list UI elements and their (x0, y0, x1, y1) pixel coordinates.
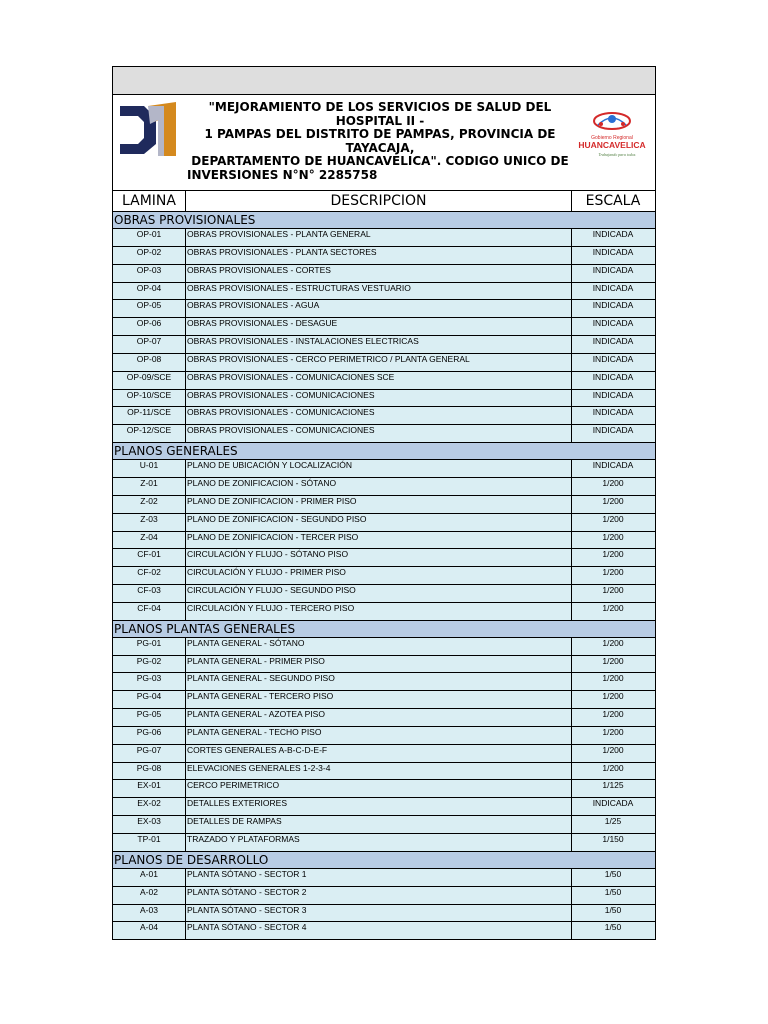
column-descripcion: DESCRIPCION (185, 191, 572, 211)
lamina-cell: A-02 (140, 886, 158, 897)
descripcion-cell: PLANTA GENERAL - AZOTEA PISO (185, 709, 572, 726)
table-row (113, 300, 655, 318)
escala-cell: 1/200 (602, 602, 624, 613)
table-row (113, 229, 655, 247)
table-row (113, 691, 655, 709)
table-row (113, 869, 655, 887)
lamina-cell: OP-04 (136, 282, 162, 293)
descripcion-cell: PLANTA SÓTANO - SECTOR 4 (185, 922, 572, 939)
escala-cell: 1/50 (604, 904, 622, 915)
descripcion-cell: OBRAS PROVISIONALES - COMUNICACIONES (185, 407, 572, 424)
descripcion-cell: PLANO DE ZONIFICACION - SEGUNDO PISO (185, 514, 572, 531)
lamina-cell: PG-04 (136, 691, 162, 702)
escala-cell: INDICADA (592, 353, 634, 364)
table-row (113, 478, 655, 496)
descripcion-cell: CIRCULACIÓN Y FLUJO - SEGUNDO PISO (185, 585, 572, 602)
table-row (113, 745, 655, 763)
lamina-cell: EX-01 (137, 780, 161, 791)
lamina-cell: A-03 (140, 904, 158, 915)
descripcion-cell: DETALLES EXTERIORES (185, 798, 572, 815)
escala-cell: INDICADA (592, 336, 634, 347)
escala-cell: INDICADA (592, 246, 634, 257)
lamina-cell: EX-02 (137, 798, 161, 809)
logo-line2: HUANCAVELICA (578, 140, 646, 150)
table-row (113, 354, 655, 372)
descripcion-cell: CIRCULACIÓN Y FLUJO - PRIMER PISO (185, 567, 572, 584)
table-row (113, 549, 655, 567)
table-row (113, 336, 655, 354)
table-row (113, 780, 655, 798)
escala-cell: 1/200 (602, 495, 624, 506)
table-row (113, 763, 655, 781)
table-row (113, 709, 655, 727)
table-body (113, 212, 655, 940)
column-header-row (113, 190, 655, 212)
table-row (113, 407, 655, 425)
lamina-cell: OP-07 (136, 336, 162, 347)
descripcion-cell: OBRAS PROVISIONALES - PLANTA SECTORES (185, 247, 572, 264)
title-line-3: DEPARTAMENTO DE HUANCAVELICA". CODIGO UNICO DE (191, 154, 569, 168)
escala-cell: 1/200 (602, 691, 624, 702)
table-row (113, 905, 655, 923)
table-row (113, 318, 655, 336)
escala-cell: 1/200 (602, 549, 624, 560)
lamina-cell: PG-05 (136, 709, 162, 720)
title-line-2: 1 PAMPAS DEL DISTRITO DE PAMPAS, PROVINCIA DE TAYACAJA, (204, 127, 556, 155)
escala-cell: 1/50 (604, 922, 622, 933)
lamina-cell: PG-06 (136, 726, 162, 737)
table-row (113, 283, 655, 301)
escala-cell: 1/200 (602, 744, 624, 755)
escala-cell: INDICADA (592, 318, 634, 329)
lamina-cell: Z-02 (140, 495, 158, 506)
descripcion-cell: OBRAS PROVISIONALES - ESTRUCTURAS VESTUARIO (185, 283, 572, 300)
escala-cell: INDICADA (592, 300, 634, 311)
escala-cell: INDICADA (592, 282, 634, 293)
escala-cell: INDICADA (592, 371, 634, 382)
table-row (113, 372, 655, 390)
table-row (113, 638, 655, 656)
table-row (113, 816, 655, 834)
lamina-cell: OP-05 (136, 300, 162, 311)
gobierno-regional-logo-icon (573, 107, 651, 161)
escala-cell: INDICADA (592, 425, 634, 436)
column-escala: ESCALA (585, 193, 641, 209)
descripcion-cell: TRAZADO Y PLATAFORMAS (185, 834, 572, 851)
escala-cell: 1/150 (602, 834, 624, 844)
lamina-cell: CF-03 (137, 585, 161, 596)
lamina-cell: CF-01 (137, 549, 161, 560)
table-row (113, 460, 655, 478)
lamina-cell: CF-04 (137, 602, 161, 613)
lamina-cell: PG-08 (136, 762, 162, 773)
descripcion-cell: CERCO PERIMETRICO (185, 780, 572, 797)
table-row (113, 585, 655, 603)
lamina-cell: TP-01 (137, 834, 161, 844)
descripcion-cell: PLANTA GENERAL - SEGUNDO PISO (185, 673, 572, 690)
lamina-cell: PG-03 (136, 673, 162, 684)
section-header: PLANOS DE DESARROLLO (113, 852, 655, 869)
lamina-cell: OP-09/SCE (126, 371, 172, 382)
escala-cell: INDICADA (592, 798, 634, 809)
section-header: PLANOS PLANTAS GENERALES (113, 621, 655, 638)
lamina-cell: PG-02 (136, 655, 162, 666)
logo-tagline: Trabajando para todos (598, 152, 636, 157)
descripcion-cell: OBRAS PROVISIONALES - COMUNICACIONES SCE (185, 372, 572, 389)
lamina-cell: OP-12/SCE (126, 425, 172, 436)
descripcion-cell: PLANTA GENERAL - SÓTANO (185, 638, 572, 655)
descripcion-cell: PLANO DE ZONIFICACION - SÓTANO (185, 478, 572, 495)
descripcion-cell: OBRAS PROVISIONALES - INSTALACIONES ELECTRICAS (185, 336, 572, 353)
lamina-cell: A-01 (140, 868, 158, 879)
table-row (113, 798, 655, 816)
lamina-cell: OP-01 (136, 229, 162, 239)
descripcion-cell: PLANTA GENERAL - PRIMER PISO (185, 656, 572, 673)
section-header: PLANOS GENERALES (113, 443, 655, 460)
descripcion-cell: PLANTA SÓTANO - SECTOR 3 (185, 905, 572, 922)
descripcion-cell: DETALLES DE RAMPAS (185, 816, 572, 833)
escala-cell: 1/200 (602, 477, 624, 488)
descripcion-cell: ELEVACIONES GENERALES 1-2-3-4 (185, 763, 572, 780)
title-line-1: "MEJORAMIENTO DE LOS SERVICIOS DE SALUD DEL HOSPITAL II - (208, 100, 552, 128)
descripcion-cell: OBRAS PROVISIONALES - CORTES (185, 265, 572, 282)
document-header (113, 95, 655, 190)
escala-cell: 1/200 (602, 585, 624, 596)
table-row (113, 656, 655, 674)
escala-cell: 1/25 (604, 816, 622, 827)
escala-cell: INDICADA (592, 389, 634, 400)
lamina-cell: OP-03 (136, 264, 162, 275)
table-row (113, 514, 655, 532)
escala-cell: 1/125 (602, 780, 624, 791)
table-row (113, 567, 655, 585)
project-title (187, 101, 573, 182)
escala-cell: 1/50 (604, 868, 622, 879)
company-logo-icon (118, 100, 180, 158)
table-row (113, 673, 655, 691)
escala-cell: 1/200 (602, 726, 624, 737)
logo-line1: Gobierno Regional (591, 135, 633, 141)
escala-cell: 1/200 (602, 531, 624, 542)
descripcion-cell: PLANO DE UBICACIÓN Y LOCALIZACIÓN (185, 460, 572, 477)
lamina-cell: PG-07 (136, 744, 162, 755)
lamina-cell: OP-08 (136, 353, 162, 364)
table-row (113, 834, 655, 852)
escala-cell: 1/200 (602, 709, 624, 720)
lamina-cell: OP-11/SCE (127, 407, 171, 418)
escala-cell: INDICADA (592, 264, 634, 275)
lamina-cell: PG-01 (136, 637, 162, 648)
descripcion-cell: PLANO DE ZONIFICACION - PRIMER PISO (185, 496, 572, 513)
lamina-cell: Z-01 (140, 477, 158, 488)
descripcion-cell: PLANTA GENERAL - TERCERO PISO (185, 691, 572, 708)
table-row (113, 603, 655, 621)
lamina-cell: CF-02 (137, 567, 161, 578)
escala-cell: 1/200 (602, 673, 624, 684)
table-row (113, 922, 655, 940)
table-row (113, 390, 655, 408)
section-header: OBRAS PROVISIONALES (113, 212, 655, 229)
escala-cell: 1/200 (602, 762, 624, 773)
lamina-cell: OP-06 (136, 318, 162, 329)
table-row (113, 496, 655, 514)
descripcion-cell: OBRAS PROVISIONALES - CERCO PERIMETRICO / PLANTA GENERAL (185, 354, 572, 371)
drawing-index-sheet (112, 66, 656, 940)
table-row (113, 265, 655, 283)
escala-cell: 1/200 (602, 655, 624, 666)
escala-cell: INDICADA (592, 460, 634, 471)
lamina-cell: A-04 (140, 922, 158, 933)
lamina-cell: U-01 (139, 460, 159, 471)
lamina-cell: EX-03 (137, 816, 161, 827)
descripcion-cell: CORTES GENERALES A-B-C-D-E-F (185, 745, 572, 762)
lamina-cell: Z-03 (140, 513, 158, 524)
descripcion-cell: PLANTA SÓTANO - SECTOR 2 (185, 887, 572, 904)
table-row (113, 247, 655, 265)
escala-cell: 1/200 (602, 637, 624, 648)
descripcion-cell: PLANO DE ZONIFICACION - TERCER PISO (185, 532, 572, 549)
table-row (113, 425, 655, 443)
table-row (113, 727, 655, 745)
title-line-4: INVERSIONES N°N° 2285758 (187, 167, 378, 182)
lamina-cell: Z-04 (140, 531, 158, 542)
table-row (113, 532, 655, 550)
descripcion-cell: OBRAS PROVISIONALES - COMUNICACIONES (185, 390, 572, 407)
descripcion-cell: PLANTA SÓTANO - SECTOR 1 (185, 869, 572, 886)
descripcion-cell: OBRAS PROVISIONALES - COMUNICACIONES (185, 425, 572, 442)
top-bar (113, 67, 655, 95)
lamina-cell: OP-10/SCE (126, 389, 172, 400)
descripcion-cell: PLANTA GENERAL - TECHO PISO (185, 727, 572, 744)
escala-cell: INDICADA (592, 407, 634, 418)
descripcion-cell: OBRAS PROVISIONALES - PLANTA GENERAL (185, 229, 572, 246)
descripcion-cell: CIRCULACIÓN Y FLUJO - TERCERO PISO (185, 603, 572, 620)
escala-cell: 1/200 (602, 513, 624, 524)
escala-cell: 1/200 (602, 567, 624, 578)
table-row (113, 887, 655, 905)
escala-cell: 1/50 (604, 886, 622, 897)
escala-cell: INDICADA (592, 229, 634, 239)
descripcion-cell: OBRAS PROVISIONALES - DESAGUE (185, 318, 572, 335)
column-lamina: LAMINA (122, 193, 176, 209)
descripcion-cell: CIRCULACIÓN Y FLUJO - SÓTANO PISO (185, 549, 572, 566)
descripcion-cell: OBRAS PROVISIONALES - AGUA (185, 300, 572, 317)
lamina-cell: OP-02 (136, 246, 162, 257)
